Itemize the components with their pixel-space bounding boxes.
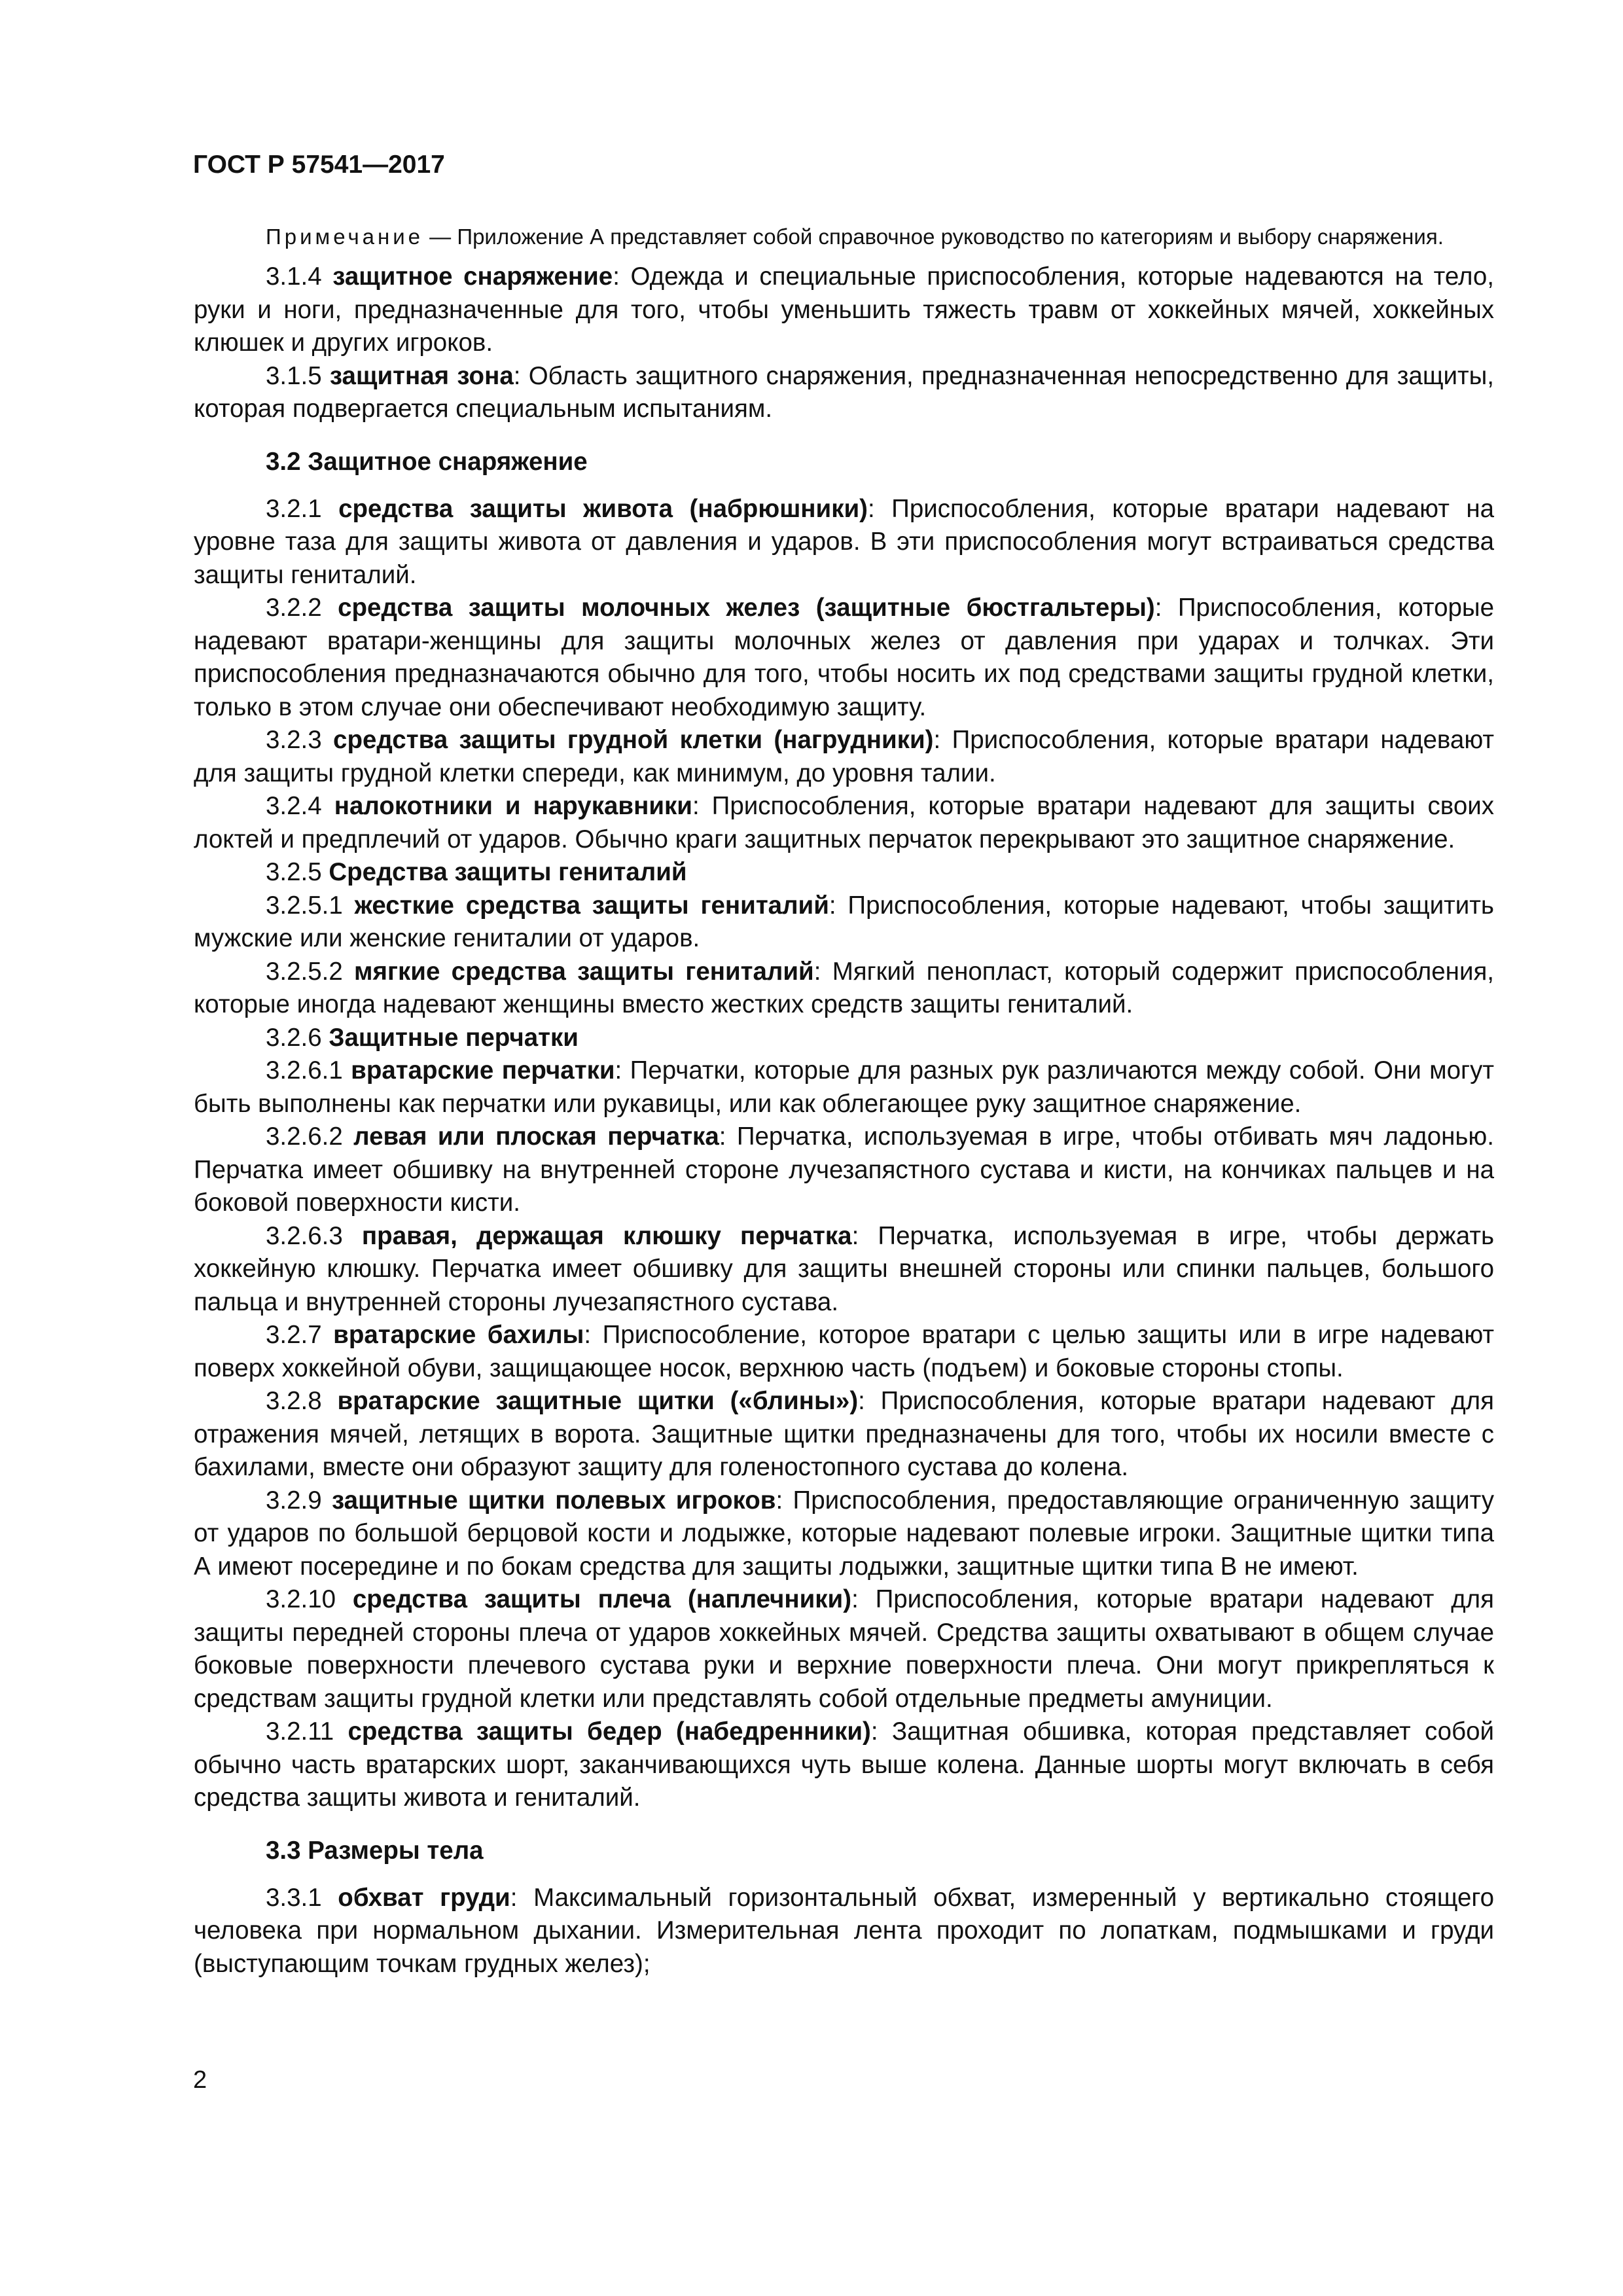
clause-term: вратарские бахилы [333,1321,584,1349]
clause-number: 3.3.1 [266,1883,322,1912]
clause-term: Защитные перчатки [329,1023,579,1052]
clause-3-2-6 [194,1022,1494,1055]
clause-number: 3.2.6 [266,1023,322,1052]
clause-3-2-5-2 [194,956,1494,1022]
clause-term: средства защиты плеча (наплечники) [352,1585,852,1613]
clause-text: : Область защитного снаряжения, предназначенная непосредственно для защиты, которая подвергается специальным испытаниям. [194,361,1494,423]
clause-number: 3.2.1 [266,494,322,523]
clause-term: средства защиты молочных желез (защитные бюстгальтеры) [338,594,1155,622]
clause-term: Средства защиты гениталий [329,858,687,886]
clause-term: средства защиты живота (набрюшники) [338,494,868,523]
clause-number: 3.2.6.2 [266,1122,343,1151]
clause-3-2-6-3 [194,1220,1494,1319]
clause-3-2-5-1 [194,889,1494,956]
clause-term: левая или плоская перчатка [353,1122,719,1151]
clause-text: : Перчатки, которые для разных рук различаются между собой. Они могут быть выполнены как перчатки или рукавицы, или как облегающее руку защитное снаряжение. [194,1056,1494,1118]
clause-number: 3.2.8 [266,1387,322,1415]
clause-3-2-6-2 [194,1121,1494,1220]
document-body [194,223,1494,1981]
clause-term: защитное снаряжение [332,262,613,291]
note-paragraph [194,223,1494,251]
clause-number: 3.2.2 [266,594,322,622]
clause-number: 3.2.10 [266,1585,336,1613]
clause-term: вратарские перчатки [351,1056,615,1085]
clause-3-3-1 [194,1882,1494,1981]
note-text: — Приложение А представляет собой справочное руководство по категориям и выбору снаряжения. [423,224,1444,249]
clause-number: 3.2.9 [266,1486,322,1515]
clause-number: 3.2.3 [266,726,322,754]
section-heading-3-2: 3.2 Защитное снаряжение [266,447,588,476]
clause-number: 3.2.11 [266,1717,334,1746]
clause-3-2-9 [194,1484,1494,1584]
clause-number: 3.2.4 [266,792,322,820]
section-heading-3-3: 3.3 Размеры тела [266,1836,484,1865]
clause-text: : Максимальный горизонтальный обхват, измеренный у вертикально стоящего человека при нормальном дыхании. Измерительная лента проходит по лопаткам, подмышками и груди (выступающим точкам грудных желез); [194,1883,1495,1978]
clause-term: жесткие средства защиты гениталий [354,891,829,920]
clause-number: 3.1.4 [266,262,322,291]
clause-3-1-5 [194,360,1494,426]
clause-term: вратарские защитные щитки («блины») [337,1387,859,1415]
clause-3-2-4 [194,790,1494,856]
clause-3-2-2 [194,592,1494,724]
clause-text: : Приспособления, которые вратари надевают для защиты грудной клетки спереди, как минимум, до уровня талии. [194,726,1494,787]
clause-term: обхват груди [338,1883,510,1912]
clause-text: : Приспособления, которые надевают, чтобы защитить мужские или женские гениталии от ударов. [194,891,1494,952]
clause-number: 3.2.5 [266,858,322,886]
clause-term: налокотники и нарукавники [334,792,692,820]
clause-text: : Приспособления, которые вратари надевают для защиты передней стороны плеча от ударов хоккейных мячей. Средства защиты охватывают в общем случае боковые поверхности плечевого сустава руки и верхние поверхности плеча. Они могут прикрепляться к средствам защиты грудной клетки или представлять собой отдельные предметы амуниции. [194,1585,1494,1713]
clause-text: : Мягкий пенопласт, который содержит приспособления, которые иногда надевают женщины вместо жестких средств защиты гениталий. [194,957,1494,1018]
clause-text: : Приспособления, которые надевают вратари-женщины для защиты молочных желез от давления при ударах и толчках. Эти приспособления предназначаются обычно для того, чтобы носить их под средствами защиты грудной клетки, только в этом случае они обеспечивают необходимую защиту. [194,594,1494,721]
clause-number: 3.2.5.2 [266,957,343,986]
clause-number: 3.2.7 [266,1321,322,1349]
clause-3-2-8 [194,1385,1494,1484]
clause-text: : Приспособления, предоставляющие ограниченную защиту от ударов по большой берцовой кости и лодыжке, которые надевают полевые игроки. Защитные щитки типа А имеют посередине и по бокам средства для защиты лодыжки, защитные щитки типа В не имеют. [194,1486,1494,1581]
clause-term: средства защиты грудной клетки (нагрудники) [333,726,934,754]
clause-text: : Приспособления, которые вратари надевают для защиты своих локтей и предплечий от ударов. Обычно краги защитных перчаток перекрывают это защитное снаряжение. [194,792,1494,853]
clause-number: 3.1.5 [266,361,322,390]
clause-text: : Приспособление, которое вратари с целью защиты или в игре надевают поверх хоккейной обуви, защищающее носок, верхнюю часть (подъем) и боковые стороны стопы. [194,1321,1494,1382]
clause-3-2-7 [194,1319,1494,1385]
clause-number: 3.2.5.1 [266,891,343,920]
document-header: ГОСТ Р 57541—2017 [193,151,445,179]
clause-3-2-5 [194,856,1494,889]
clause-number: 3.2.6.3 [266,1221,343,1250]
clause-text: : Перчатка, используемая в игре, чтобы отбивать мяч ладонью. Перчатка имеет обшивку на внутренней стороне лучезапястного сустава и кисти, на кончиках пальцев и на боковой поверхности кисти. [194,1122,1494,1217]
clause-3-2-6-1 [194,1054,1494,1121]
clause-text: : Перчатка, используемая в игре, чтобы держать хоккейную клюшку. Перчатка имеет обшивку для защиты внешней стороны или спинки пальцев, большого пальца и внутренней стороны лучезапястного сустава. [194,1221,1495,1316]
clause-text: : Защитная обшивка, которая представляет собой обычно часть вратарских шорт, заканчивающихся чуть выше колена. Данные шорты могут включать в себя средства защиты живота и гениталий. [194,1717,1495,1812]
clause-3-2-11 [194,1715,1494,1815]
clause-3-1-4 [194,260,1494,360]
clause-text: : Приспособления, которые вратари надевают для отражения мячей, летящих в ворота. Защитные щитки предназначены для того, чтобы их носили вместе с бахилами, вместе они образуют защиту для голеностопного сустава до колена. [194,1387,1494,1481]
clause-term: средства защиты бедер (набедренники) [348,1717,871,1746]
clause-3-2-3 [194,724,1494,790]
clause-term: защитная зона [329,361,514,390]
note-label: Примечание [266,224,424,249]
clause-text: : Одежда и специальные приспособления, которые надеваются на тело, руки и ноги, предназначенные для того, чтобы уменьшить тяжесть травм от хоккейных мячей, хоккейных клюшек и других игроков. [194,262,1495,357]
clause-term: защитные щитки полевых игроков [332,1486,776,1515]
clause-3-2-1 [194,493,1494,592]
clause-3-2-10 [194,1583,1494,1715]
clause-text: : Приспособления, которые вратари надевают на уровне таза для защиты живота от давления и ударов. В эти приспособления могут встраиваться средства защиты гениталий. [194,494,1494,589]
clause-term: мягкие средства защиты гениталий [354,957,814,986]
clause-number: 3.2.6.1 [266,1056,343,1085]
clause-term: правая, держащая клюшку перчатка [361,1221,852,1250]
page-number: 2 [193,2066,207,2094]
